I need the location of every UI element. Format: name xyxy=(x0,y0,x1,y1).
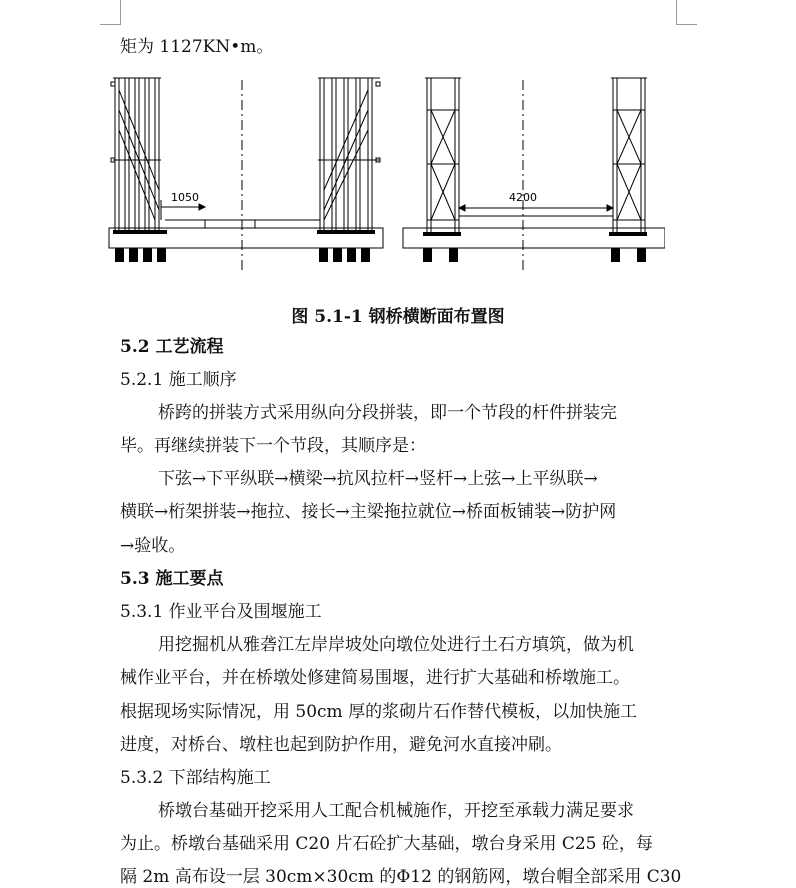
dimension-label-left: 1050 xyxy=(171,191,199,204)
left-truss-group-b xyxy=(318,78,380,230)
paragraph-line: 桥墩台基础开挖采用人工配合机械施作，开挖至承载力满足要求 xyxy=(158,801,634,821)
dimension-label-right: 4200 xyxy=(509,191,537,204)
paragraph-line: 根据现场实际情况，用 50cm 厚的浆砌片石作替代模板，以加快施工 xyxy=(120,702,638,722)
bridge-cross-section-figure xyxy=(105,70,665,270)
left-truss-group-a xyxy=(111,78,161,230)
subsection-heading: 5.2.1 施工顺序 xyxy=(120,370,237,390)
deck-beam xyxy=(403,228,665,248)
flow-line: 横联→桁架拼装→拖拉、接长→主梁拖拉就位→桥面板铺装→防护网 xyxy=(120,502,617,522)
flow-line: →验收。 xyxy=(120,536,186,556)
text-line: 矩为 1127KN•m。 xyxy=(120,37,274,57)
paragraph-line: 用挖掘机从雅砻江左岸岸坡处向墩位处进行土石方填筑，做为机 xyxy=(158,635,634,655)
subsection-heading: 5.3.2 下部结构施工 xyxy=(120,768,271,788)
paragraph-line: 毕。再继续拼装下一个节段，其顺序是： xyxy=(120,436,426,456)
page-corner-mark-left xyxy=(100,0,121,25)
page-corner-mark-right xyxy=(676,0,697,25)
section-heading: 5.3 施工要点 xyxy=(120,569,224,589)
flow-line: 下弦→下平纵联→横梁→抗风拉杆→竖杆→上弦→上平纵联→ xyxy=(158,469,598,489)
paragraph-line: 进度，对桥台、墩柱也起到防护作用，避免河水直接冲刷。 xyxy=(120,735,562,755)
paragraph-line: 隔 2m 高布设一层 30cm×30cm 的Φ12 的钢筋网，墩台帽全部采用 C30 xyxy=(120,867,682,887)
right-cross-section xyxy=(403,78,665,270)
left-cross-section xyxy=(109,78,383,270)
figure-caption: 图 5.1-1 钢桥横断面布置图 xyxy=(291,307,505,327)
section-heading: 5.2 工艺流程 xyxy=(120,337,224,357)
paragraph-line: 桥跨的拼装方式采用纵向分段拼装，即一个节段的杆件拼装完 xyxy=(158,403,617,423)
subsection-heading: 5.3.1 作业平台及围堰施工 xyxy=(120,602,322,622)
paragraph-line: 为止。桥墩台基础采用 C20 片石砼扩大基础，墩台身采用 C25 砼，每 xyxy=(120,834,653,854)
paragraph-line: 械作业平台，并在桥墩处修建简易围堰，进行扩大基础和桥墩施工。 xyxy=(120,668,630,688)
foundation-blocks xyxy=(115,248,646,262)
